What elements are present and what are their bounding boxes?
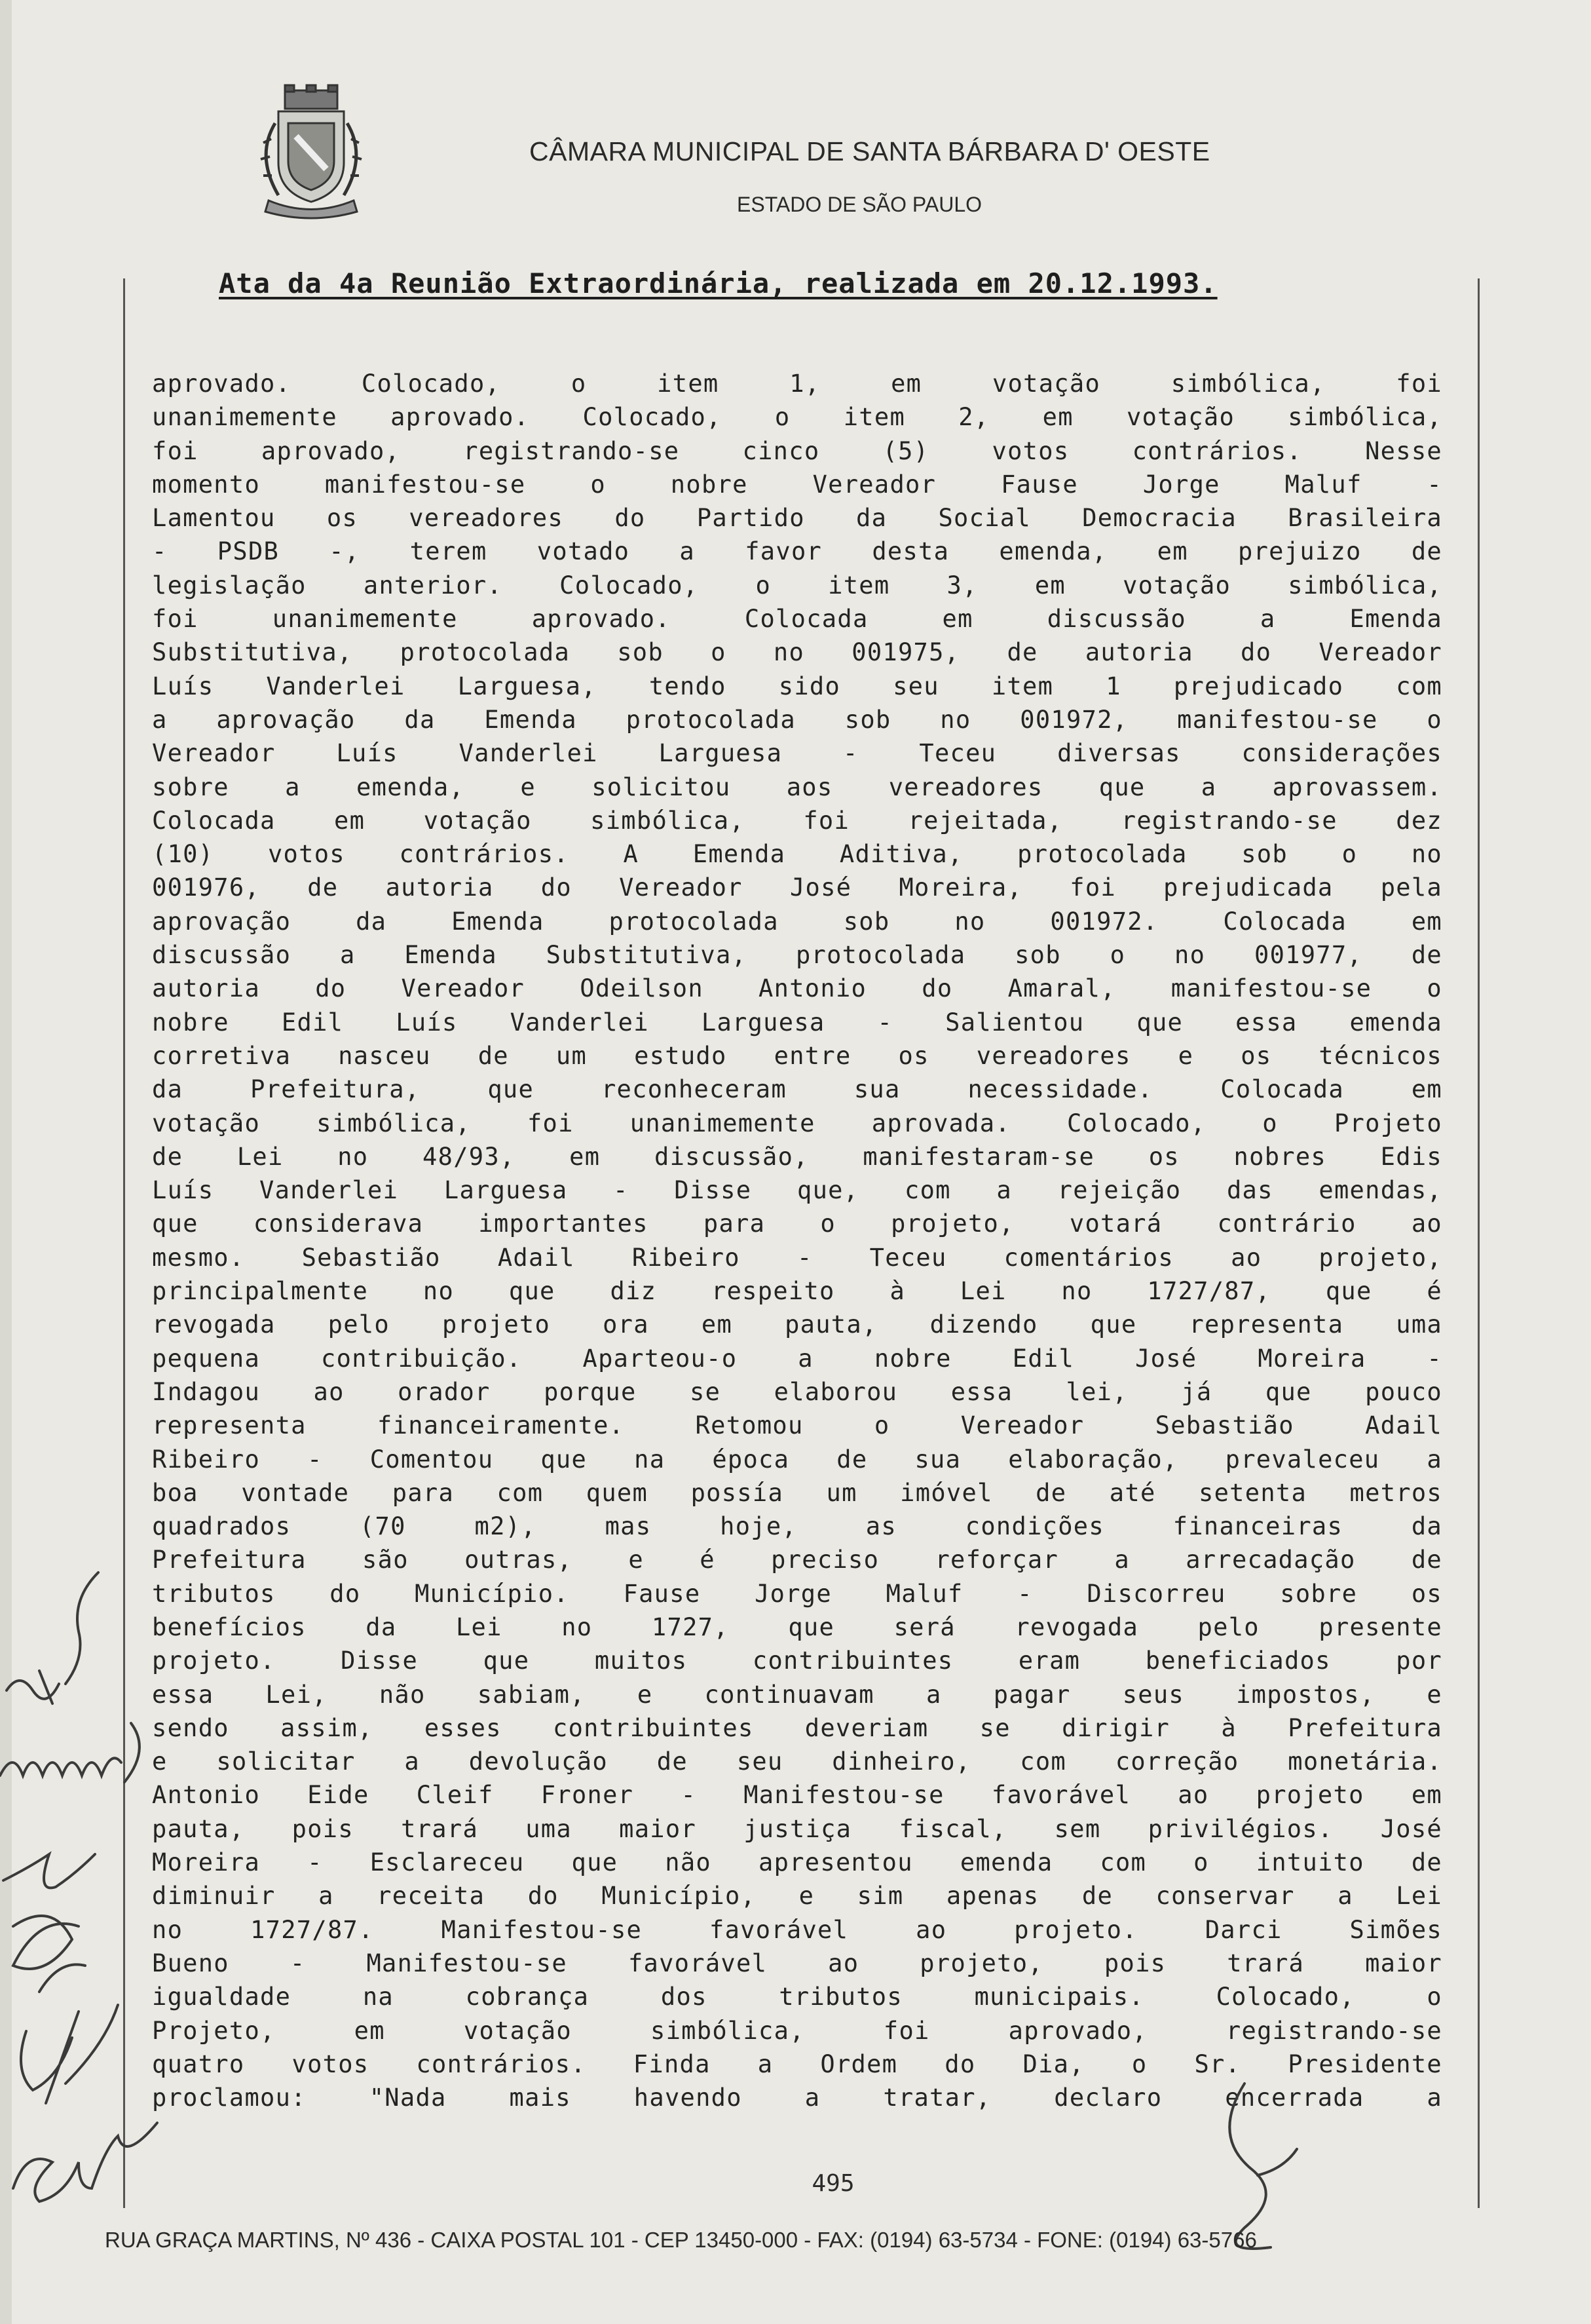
body-line: aprovado. Colocado, o item 1, em votação simbólica, foi (152, 370, 1442, 398)
body-line: Antonio Eide Cleif Froner - Manifestou-se favorável ao projeto em (152, 1781, 1442, 1810)
body-line: pequena contribuição. Aparteou-o a nobre Edil José Moreira - (152, 1344, 1442, 1373)
body-line: Moreira - Esclareceu que não apresentou emenda com o intuito de (152, 1848, 1442, 1877)
body-line: sobre a emenda, e solicitou aos vereadores que a aprovassem. (152, 772, 1442, 801)
body-line: representa financeiramente. Retomou o Vereador Sebastião Adail (152, 1411, 1442, 1440)
body-line: quadrados (70 m2), mas hoje, as condições financeiras da (152, 1512, 1442, 1541)
body-line: sendo assim, esses contribuintes deveriam se dirigir à Prefeitura (152, 1713, 1442, 1742)
body-line: principalmente no que diz respeito à Lei no 1727/87, que é (152, 1277, 1442, 1306)
body-line: foi unanimemente aprovado. Colocada em discussão a Emenda (152, 605, 1442, 634)
body-line: e solicitar a devolução de seu dinheiro, com correção monetária. (152, 1747, 1442, 1776)
body-line: 001976, de autoria do Vereador José Moreira, foi prejudicada pela (152, 873, 1442, 902)
body-line: momento manifestou-se o nobre Vereador Fause Jorge Maluf - (152, 470, 1442, 499)
body-line: aprovação da Emenda protocolada sob no 001972. Colocada em (152, 907, 1442, 936)
body-line: Ribeiro - Comentou que na época de sua elaboração, prevaleceu a (152, 1445, 1442, 1474)
body-line: Projeto, em votação simbólica, foi aprovado, registrando-se (152, 2016, 1442, 2045)
body-line: corretiva nasceu de um estudo entre os vereadores e os técnicos (152, 1041, 1442, 1070)
body-line: autoria do Vereador Odeilson Antonio do Amaral, manifestou-se o (152, 974, 1442, 1003)
body-line: tributos do Município. Fause Jorge Maluf - Discorreu sobre os (152, 1579, 1442, 1608)
institution-name: CÂMARA MUNICIPAL DE SANTA BÁRBARA D' OESTE (529, 136, 1210, 166)
body-line: (10) votos contrários. A Emenda Aditiva, protocolada sob o no (152, 840, 1442, 869)
document-title: Ata da 4a Reunião Extraordinária, realizada em 20.12.1993. (219, 267, 1218, 299)
body-line: legislação anterior. Colocado, o item 3, em votação simbólica, (152, 571, 1442, 600)
body-line: pauta, pois trará uma maior justiça fiscal, sem privilégios. José (152, 1814, 1442, 1843)
body-line: Substitutiva, protocolada sob o no 001975, de autoria do Vereador (152, 638, 1442, 667)
municipal-crest-icon (249, 84, 373, 221)
margin-signatures-icon (0, 1559, 197, 2234)
body-line: Luís Vanderlei Larguesa - Disse que, com a rejeição das emendas, (152, 1176, 1442, 1205)
institution-state: ESTADO DE SÃO PAULO (737, 193, 983, 216)
body-line: Prefeitura são outras, e é preciso reforçar a arrecadação de (152, 1546, 1442, 1574)
letterhead-footer: RUA GRAÇA MARTINS, Nº 436 - CAIXA POSTAL 101 - CEP 13450-000 - FAX: (0194) 63-5734 - FONE: (0194) 63-5766 (105, 2228, 1257, 2252)
body-line: que considerava importantes para o projeto, votará contrário ao (152, 1210, 1442, 1238)
body-line: Bueno - Manifestou-se favorável ao projeto, pois trará maior (152, 1949, 1442, 1977)
body-line: benefícios da Lei no 1727, que será revogada pelo presente (152, 1612, 1442, 1641)
body-line: nobre Edil Luís Vanderlei Larguesa - Salientou que essa emenda (152, 1008, 1442, 1037)
body-line: proclamou: "Nada mais havendo a tratar, declaro encerrada a (152, 2084, 1442, 2112)
body-line: a aprovação da Emenda protocolada sob no 001972, manifestou-se o (152, 705, 1442, 734)
minutes-body (152, 367, 1442, 2114)
body-line: de Lei no 48/93, em discussão, manifestaram-se os nobres Edis (152, 1142, 1442, 1171)
body-line: foi aprovado, registrando-se cinco (5) votos contrários. Nesse (152, 436, 1442, 465)
body-line: Indagou ao orador porque se elaborou essa lei, já que pouco (152, 1377, 1442, 1406)
body-line: Lamentou os vereadores do Partido da Social Democracia Brasileira (152, 504, 1442, 533)
body-line: boa vontade para com quem possía um imóvel de até setenta metros (152, 1478, 1442, 1507)
body-line: igualdade na cobrança dos tributos municipais. Colocado, o (152, 1983, 1442, 2011)
body-line: revogada pelo projeto ora em pauta, dizendo que representa uma (152, 1310, 1442, 1339)
body-line: diminuir a receita do Município, e sim apenas de conservar a Lei (152, 1882, 1442, 1911)
body-line: Vereador Luís Vanderlei Larguesa - Teceu diversas considerações (152, 739, 1442, 768)
body-line: no 1727/87. Manifestou-se favorável ao projeto. Darci Simões (152, 1915, 1442, 1944)
body-line: discussão a Emenda Substitutiva, protocolada sob o no 001977, de (152, 941, 1442, 970)
body-line: mesmo. Sebastião Adail Ribeiro - Teceu comentários ao projeto, (152, 1243, 1442, 1272)
body-line: Luís Vanderlei Larguesa, tendo sido seu item 1 prejudicado com (152, 672, 1442, 700)
body-line: essa Lei, não sabiam, e continuavam a pagar seus impostos, e (152, 1680, 1442, 1709)
right-margin-rule (1478, 278, 1480, 2208)
body-line: - PSDB -, terem votado a favor desta emenda, em prejuizo de (152, 537, 1442, 566)
page-number: 495 (812, 2170, 855, 2197)
body-line: Colocada em votação simbólica, foi rejeitada, registrando-se dez (152, 806, 1442, 835)
body-line: unanimemente aprovado. Colocado, o item 2, em votação simbólica, (152, 403, 1442, 432)
body-line: quatro votos contrários. Finda a Ordem do Dia, o Sr. Presidente (152, 2049, 1442, 2078)
body-line: votação simbólica, foi unanimemente aprovada. Colocado, o Projeto (152, 1109, 1442, 1137)
body-line: da Prefeitura, que reconheceram sua necessidade. Colocada em (152, 1075, 1442, 1104)
body-line: projeto. Disse que muitos contribuintes eram beneficiados por (152, 1647, 1442, 1675)
